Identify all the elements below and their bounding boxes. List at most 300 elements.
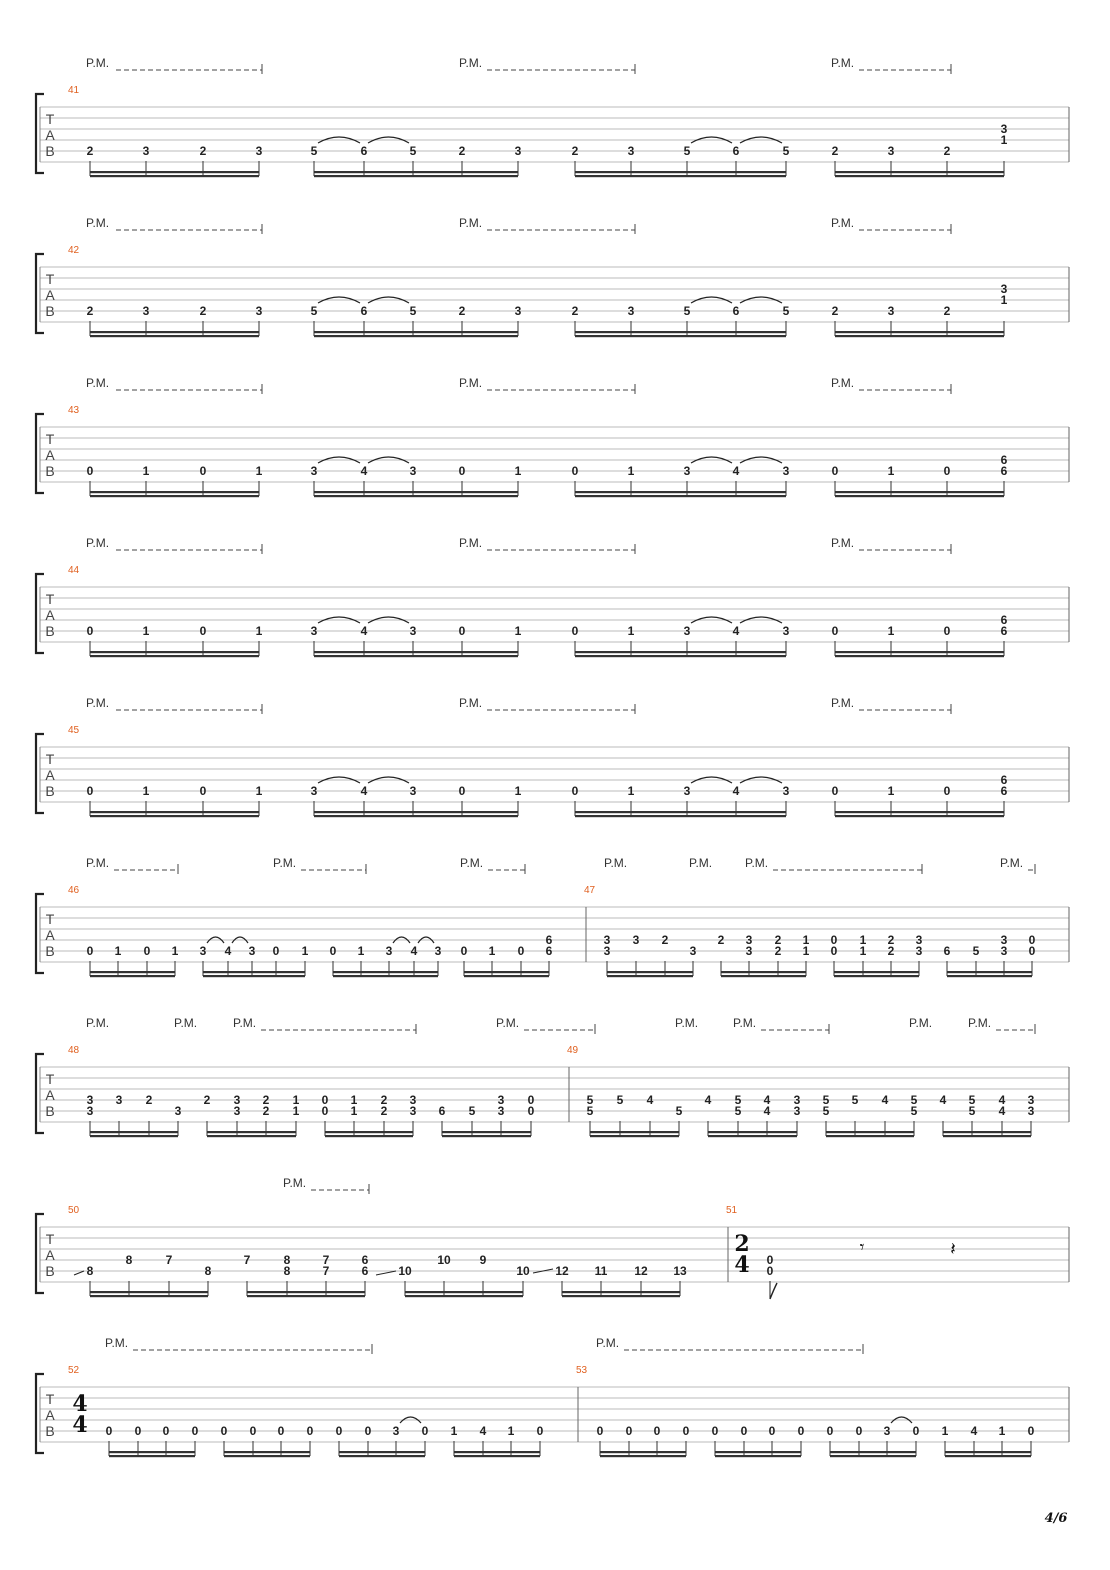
fret-number: 3 xyxy=(627,144,635,158)
fret-number: 0 xyxy=(855,1424,863,1438)
fret-number: 1 xyxy=(507,1424,515,1438)
fret-number: 2 xyxy=(199,144,207,158)
fret-number: 1 xyxy=(142,464,150,478)
beam xyxy=(835,815,1004,817)
fret-number: 2 xyxy=(887,944,895,958)
fret-number: 3 xyxy=(142,144,150,158)
fret-number: 5 xyxy=(616,1093,624,1107)
fret-number: 0 xyxy=(199,464,207,478)
tab-clef-letter: T xyxy=(45,1231,55,1247)
fret-number: 3 xyxy=(603,933,611,947)
fret-number: 5 xyxy=(734,1093,742,1107)
fret-number: 4 xyxy=(360,784,368,798)
fret-number: 1 xyxy=(171,944,179,958)
fret-number: 6 xyxy=(732,144,740,158)
beam xyxy=(835,655,1004,657)
palm-mute-label: P.M. xyxy=(733,1016,757,1030)
fret-number: 3 xyxy=(782,624,790,638)
fret-number: 4 xyxy=(763,1104,771,1118)
fret-number: 1 xyxy=(350,1104,358,1118)
fret-number: 1 xyxy=(627,464,635,478)
tab-system xyxy=(36,536,1069,657)
beam xyxy=(90,331,259,333)
fret-number: 5 xyxy=(310,304,318,318)
fret-number: 0 xyxy=(162,1424,170,1438)
fret-number: 3 xyxy=(1027,1093,1035,1107)
beam xyxy=(325,1135,413,1137)
fret-number: 3 xyxy=(793,1093,801,1107)
fret-number: 3 xyxy=(627,304,635,318)
beam xyxy=(575,331,786,333)
fret-number: 2 xyxy=(774,944,782,958)
fret-number: 3 xyxy=(915,933,923,947)
fret-number: 4 xyxy=(704,1093,712,1107)
fret-number: 0 xyxy=(571,464,579,478)
fret-number: 0 xyxy=(329,944,337,958)
fret-number: 0 xyxy=(912,1424,920,1438)
fret-number: 3 xyxy=(883,1424,891,1438)
fret-number: 0 xyxy=(335,1424,343,1438)
fret-number: 4 xyxy=(410,944,418,958)
fret-number: 0 xyxy=(1028,944,1036,958)
tab-clef-letter: B xyxy=(45,143,55,159)
fret-number: 0 xyxy=(766,1253,774,1267)
measure-number: 48 xyxy=(68,1045,80,1056)
palm-mute-label: P.M. xyxy=(86,56,110,70)
fret-number: 5 xyxy=(586,1104,594,1118)
fret-number: 3 xyxy=(86,1104,94,1118)
tab-clef-letter: B xyxy=(45,623,55,639)
beam xyxy=(600,1451,686,1453)
palm-mute-label: P.M. xyxy=(831,56,855,70)
beam xyxy=(207,1131,296,1133)
fret-number: 1 xyxy=(357,944,365,958)
fret-number: 8 xyxy=(283,1253,291,1267)
palm-mute-label: P.M. xyxy=(86,536,110,550)
fret-number: 3 xyxy=(409,784,417,798)
fret-number: 5 xyxy=(675,1104,683,1118)
fret-number: 3 xyxy=(310,784,318,798)
tab-system xyxy=(36,696,1069,817)
fret-number: 8 xyxy=(204,1264,212,1278)
fret-number: 1 xyxy=(887,624,895,638)
fret-number: 5 xyxy=(468,1104,476,1118)
fret-number: 0 xyxy=(766,1264,774,1278)
tab-clef-letter: B xyxy=(45,1423,55,1439)
beam xyxy=(442,1131,531,1133)
fret-number: 5 xyxy=(910,1093,918,1107)
beam xyxy=(325,1131,413,1133)
fret-number: 1 xyxy=(488,944,496,958)
time-sig-numerator: 4 xyxy=(72,1391,88,1417)
palm-mute-label: P.M. xyxy=(459,536,483,550)
fret-number: 3 xyxy=(409,464,417,478)
fret-number: 2 xyxy=(571,144,579,158)
beam xyxy=(314,655,518,657)
fret-number: 0 xyxy=(831,464,839,478)
beam xyxy=(405,1295,523,1297)
palm-mute-label: P.M. xyxy=(745,856,769,870)
measure-number: 41 xyxy=(68,85,80,96)
fret-number: 3 xyxy=(409,1093,417,1107)
fret-number: 1 xyxy=(255,464,263,478)
fret-number: 5 xyxy=(822,1104,830,1118)
beam xyxy=(575,491,786,493)
fret-number: 5 xyxy=(782,144,790,158)
fret-number: 12 xyxy=(555,1264,569,1278)
palm-mute-label: P.M. xyxy=(831,536,855,550)
fret-number: 3 xyxy=(385,944,393,958)
beam xyxy=(90,175,259,177)
beam xyxy=(90,1135,178,1137)
fret-number: 1 xyxy=(514,784,522,798)
fret-number: 3 xyxy=(86,1093,94,1107)
measure-number: 42 xyxy=(68,245,80,256)
fret-number: 3 xyxy=(310,624,318,638)
fret-number: 3 xyxy=(514,304,522,318)
measure-number: 53 xyxy=(576,1365,588,1376)
palm-mute-label: P.M. xyxy=(596,1336,620,1350)
beam xyxy=(454,1455,540,1457)
fret-number: 0 xyxy=(943,464,951,478)
palm-mute-label: P.M. xyxy=(675,1016,699,1030)
slide-line xyxy=(376,1271,396,1275)
fret-number: 1 xyxy=(255,624,263,638)
fret-number: 4 xyxy=(939,1093,947,1107)
beam xyxy=(405,1291,523,1293)
fret-number: 7 xyxy=(165,1253,173,1267)
fret-number: 1 xyxy=(142,624,150,638)
fret-number: 3 xyxy=(782,784,790,798)
tab-clef-letter: T xyxy=(45,1071,55,1087)
fret-number: 6 xyxy=(361,1264,369,1278)
fret-number: 1 xyxy=(1000,293,1008,307)
palm-mute-label: P.M. xyxy=(233,1016,257,1030)
fret-number: 2 xyxy=(145,1093,153,1107)
fret-number: 0 xyxy=(831,624,839,638)
fret-number: 3 xyxy=(632,933,640,947)
fret-number: 6 xyxy=(1000,773,1008,787)
beam xyxy=(834,975,919,977)
fret-number: 3 xyxy=(745,944,753,958)
tab-clef-letter: B xyxy=(45,303,55,319)
fret-number: 3 xyxy=(1000,944,1008,958)
fret-number: 1 xyxy=(859,933,867,947)
measure-number: 51 xyxy=(726,1205,738,1216)
beam xyxy=(721,975,806,977)
beam xyxy=(715,1455,801,1457)
fret-number: 0 xyxy=(272,944,280,958)
fret-number: 3 xyxy=(1000,122,1008,136)
fret-number: 0 xyxy=(364,1424,372,1438)
fret-number: 10 xyxy=(437,1253,451,1267)
fret-number: 1 xyxy=(627,784,635,798)
fret-number: 0 xyxy=(143,944,151,958)
palm-mute-label: P.M. xyxy=(105,1336,129,1350)
fret-number: 5 xyxy=(968,1104,976,1118)
fret-number: 0 xyxy=(458,784,466,798)
beam xyxy=(314,491,518,493)
beam xyxy=(945,1455,1031,1457)
fret-number: 2 xyxy=(661,933,669,947)
fret-number: 3 xyxy=(497,1104,505,1118)
tab-clef-letter: T xyxy=(45,1391,55,1407)
fret-number: 5 xyxy=(586,1093,594,1107)
fret-number: 2 xyxy=(717,933,725,947)
fret-number: 4 xyxy=(732,784,740,798)
fret-number: 1 xyxy=(887,784,895,798)
fret-number: 5 xyxy=(409,144,417,158)
fret-number: 0 xyxy=(625,1424,633,1438)
fret-number: 5 xyxy=(683,144,691,158)
beam xyxy=(314,171,518,173)
palm-mute-label: P.M. xyxy=(831,216,855,230)
fret-number: 1 xyxy=(450,1424,458,1438)
beam xyxy=(721,971,806,973)
beam xyxy=(442,1135,531,1137)
fret-number: 7 xyxy=(243,1253,251,1267)
fret-number: 8 xyxy=(125,1253,133,1267)
fret-number: 3 xyxy=(683,784,691,798)
beam xyxy=(575,175,786,177)
fret-number: 5 xyxy=(310,144,318,158)
fret-number: 0 xyxy=(86,784,94,798)
beam xyxy=(708,1131,797,1133)
beam xyxy=(90,335,259,337)
fret-number: 2 xyxy=(943,304,951,318)
fret-number: 3 xyxy=(603,944,611,958)
palm-mute-label: P.M. xyxy=(604,856,628,870)
fret-number: 5 xyxy=(972,944,980,958)
time-sig-denominator: 4 xyxy=(734,1252,750,1278)
tab-system xyxy=(36,1016,1069,1137)
fret-number: 1 xyxy=(887,464,895,478)
beam xyxy=(562,1291,680,1293)
fret-number: 8 xyxy=(86,1264,94,1278)
beam xyxy=(203,975,305,977)
fret-number: 12 xyxy=(634,1264,648,1278)
fret-number: 2 xyxy=(887,933,895,947)
fret-number: 6 xyxy=(1000,464,1008,478)
fret-number: 5 xyxy=(910,1104,918,1118)
fret-number: 0 xyxy=(830,933,838,947)
tab-clef-letter: T xyxy=(45,431,55,447)
fret-number: 10 xyxy=(398,1264,412,1278)
fret-number: 3 xyxy=(683,464,691,478)
fret-number: 3 xyxy=(887,304,895,318)
beam xyxy=(715,1451,801,1453)
fret-number: 2 xyxy=(943,144,951,158)
tab-clef-letter: A xyxy=(45,1087,55,1103)
fret-number: 1 xyxy=(802,933,810,947)
beam xyxy=(600,1455,686,1457)
fret-number: 3 xyxy=(142,304,150,318)
beam xyxy=(575,495,786,497)
fret-number: 0 xyxy=(199,784,207,798)
tab-system xyxy=(36,1176,1069,1299)
fret-number: 4 xyxy=(360,624,368,638)
fret-number: 3 xyxy=(1000,282,1008,296)
tab-clef-letter: T xyxy=(45,591,55,607)
fret-number: 10 xyxy=(516,1264,530,1278)
fret-number: 0 xyxy=(527,1093,535,1107)
fret-number: 0 xyxy=(134,1424,142,1438)
palm-mute-label: P.M. xyxy=(689,856,713,870)
fret-number: 4 xyxy=(360,464,368,478)
fret-number: 3 xyxy=(248,944,256,958)
fret-number: 5 xyxy=(683,304,691,318)
palm-mute-label: P.M. xyxy=(460,856,484,870)
fret-number: 1 xyxy=(114,944,122,958)
fret-number: 3 xyxy=(793,1104,801,1118)
slide-line xyxy=(74,1271,84,1275)
fret-number: 5 xyxy=(409,304,417,318)
fret-number: 4 xyxy=(881,1093,889,1107)
beam xyxy=(90,1295,208,1297)
beam xyxy=(830,1451,916,1453)
fret-number: 1 xyxy=(292,1093,300,1107)
beam xyxy=(203,971,305,973)
fret-number: 3 xyxy=(745,933,753,947)
fret-number: 1 xyxy=(941,1424,949,1438)
palm-mute-label: P.M. xyxy=(86,376,110,390)
time-sig-numerator: 2 xyxy=(734,1231,750,1257)
fret-number: 2 xyxy=(262,1093,270,1107)
fret-number: 3 xyxy=(174,1104,182,1118)
beam xyxy=(314,495,518,497)
fret-number: 6 xyxy=(360,304,368,318)
fret-number: 0 xyxy=(460,944,468,958)
fret-number: 3 xyxy=(233,1104,241,1118)
fret-number: 6 xyxy=(1000,453,1008,467)
measure-number: 52 xyxy=(68,1365,80,1376)
beam xyxy=(90,811,259,813)
beam xyxy=(90,1291,208,1293)
fret-number: 0 xyxy=(517,944,525,958)
palm-mute-label: P.M. xyxy=(86,216,110,230)
note-flag xyxy=(770,1283,777,1299)
fret-number: 0 xyxy=(571,624,579,638)
fret-number: 0 xyxy=(86,464,94,478)
page-number: 4/6 xyxy=(1044,1511,1068,1526)
beam xyxy=(90,815,259,817)
fret-number: 4 xyxy=(479,1424,487,1438)
fret-number: 0 xyxy=(421,1424,429,1438)
fret-number: 0 xyxy=(306,1424,314,1438)
fret-number: 11 xyxy=(594,1264,608,1278)
palm-mute-label: P.M. xyxy=(273,856,297,870)
beam xyxy=(943,1135,1031,1137)
beam xyxy=(575,655,786,657)
beam xyxy=(90,171,259,173)
beam xyxy=(314,331,518,333)
beam xyxy=(109,1451,195,1453)
fret-number: 4 xyxy=(998,1093,1006,1107)
fret-number: 5 xyxy=(851,1093,859,1107)
palm-mute-label: P.M. xyxy=(86,696,110,710)
beam xyxy=(607,975,693,977)
fret-number: 1 xyxy=(802,944,810,958)
beam xyxy=(247,1295,365,1297)
fret-number: 0 xyxy=(943,624,951,638)
beam xyxy=(826,1135,914,1137)
beam xyxy=(708,1135,797,1137)
beam xyxy=(333,975,438,977)
fret-number: 3 xyxy=(1027,1104,1035,1118)
beam xyxy=(835,171,1004,173)
tab-system xyxy=(36,56,1069,177)
fret-number: 2 xyxy=(380,1093,388,1107)
fret-number: 0 xyxy=(740,1424,748,1438)
fret-number: 6 xyxy=(360,144,368,158)
tab-clef-letter: A xyxy=(45,927,55,943)
fret-number: 0 xyxy=(86,944,94,958)
fret-number: 2 xyxy=(774,933,782,947)
fret-number: 6 xyxy=(545,944,553,958)
quarter-rest: 𝄽 xyxy=(950,1239,956,1260)
fret-number: 0 xyxy=(321,1104,329,1118)
fret-number: 2 xyxy=(831,304,839,318)
fret-number: 4 xyxy=(646,1093,654,1107)
tab-clef-letter: B xyxy=(45,1263,55,1279)
fret-number: 4 xyxy=(970,1424,978,1438)
fret-number: 6 xyxy=(361,1253,369,1267)
beam xyxy=(835,331,1004,333)
fret-number: 0 xyxy=(596,1424,604,1438)
eighth-rest: 𝄾 xyxy=(859,1237,865,1258)
fret-number: 3 xyxy=(409,1104,417,1118)
beam xyxy=(943,1131,1031,1133)
fret-number: 9 xyxy=(479,1253,487,1267)
fret-number: 0 xyxy=(527,1104,535,1118)
fret-number: 5 xyxy=(734,1104,742,1118)
time-sig-denominator: 4 xyxy=(72,1412,88,1438)
fret-number: 3 xyxy=(409,624,417,638)
beam xyxy=(90,491,259,493)
measure-number: 46 xyxy=(68,885,80,896)
fret-number: 3 xyxy=(255,304,263,318)
palm-mute-label: P.M. xyxy=(86,1016,110,1030)
fret-number: 3 xyxy=(1000,933,1008,947)
fret-number: 3 xyxy=(497,1093,505,1107)
tab-clef-letter: A xyxy=(45,767,55,783)
beam xyxy=(464,975,549,977)
beam xyxy=(562,1295,680,1297)
fret-number: 6 xyxy=(943,944,951,958)
measure-number: 44 xyxy=(68,565,80,576)
beam xyxy=(590,1131,679,1133)
beam xyxy=(464,971,549,973)
fret-number: 4 xyxy=(732,624,740,638)
fret-number: 0 xyxy=(199,624,207,638)
fret-number: 2 xyxy=(199,304,207,318)
fret-number: 2 xyxy=(380,1104,388,1118)
palm-mute-label: P.M. xyxy=(86,856,110,870)
fret-number: 3 xyxy=(915,944,923,958)
beam xyxy=(947,975,1032,977)
fret-number: 1 xyxy=(142,784,150,798)
tab-clef-letter: T xyxy=(45,271,55,287)
fret-number: 2 xyxy=(458,144,466,158)
beam xyxy=(575,815,786,817)
tab-clef-letter: T xyxy=(45,751,55,767)
beam xyxy=(333,971,438,973)
palm-mute-label: P.M. xyxy=(459,696,483,710)
beam xyxy=(830,1455,916,1457)
tab-clef-letter: B xyxy=(45,943,55,959)
fret-number: 0 xyxy=(830,944,838,958)
fret-number: 0 xyxy=(653,1424,661,1438)
